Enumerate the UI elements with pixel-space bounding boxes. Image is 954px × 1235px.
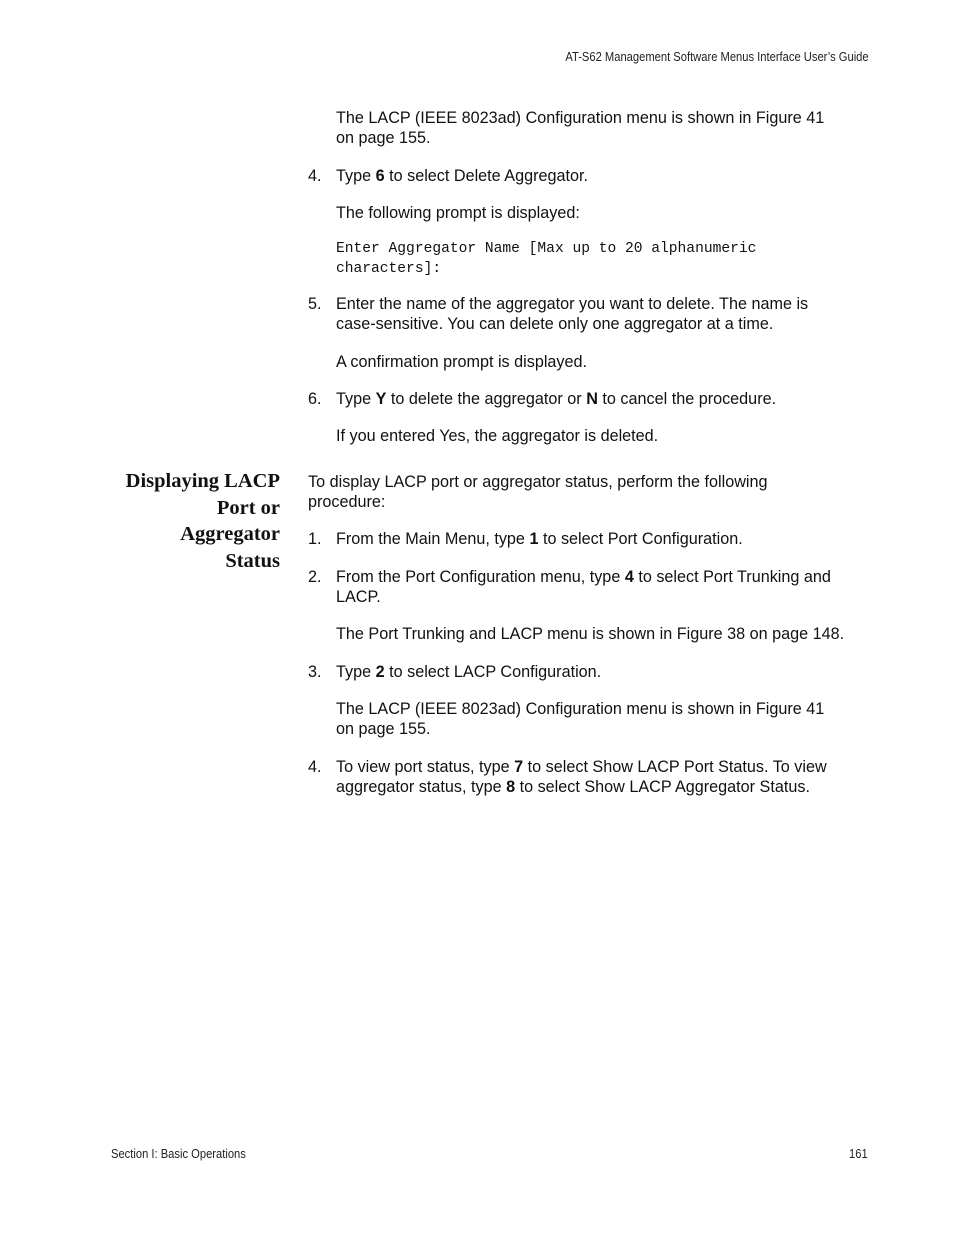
heading-line: Port or <box>216 496 280 519</box>
step-number: 4. <box>308 167 322 185</box>
step-4-show-status <box>336 757 827 797</box>
key-value: N <box>586 390 598 408</box>
step-number: 3. <box>308 663 322 681</box>
step-note: If you entered Yes, the aggregator is deleted. <box>336 427 659 445</box>
text-line: Enter the name of the aggregator you want to delete. The name is <box>336 295 809 313</box>
key-value: 1 <box>529 530 539 548</box>
prompt-code-block <box>336 239 756 279</box>
text: to cancel the procedure. <box>597 390 777 408</box>
page-number: 161 <box>849 1146 868 1161</box>
key-value: Y <box>375 390 387 408</box>
text-line: case-sensitive. You can delete only one aggregator at a time. <box>336 315 774 333</box>
text: Type <box>336 167 376 185</box>
key-value: 7 <box>514 758 524 776</box>
step-note <box>336 699 824 739</box>
key-value: 2 <box>375 663 385 681</box>
text: to select LACP Configuration. <box>384 663 602 681</box>
step-number: 6. <box>308 390 322 408</box>
text: aggregator status, type <box>336 778 507 796</box>
footer-section: Section I: Basic Operations <box>111 1146 246 1161</box>
step-2-port-config <box>336 567 831 607</box>
step-4-delete-aggregator <box>336 166 588 186</box>
code-line: Enter Aggregator Name [Max up to 20 alphanumeric <box>336 241 757 257</box>
step-note: A confirmation prompt is displayed. <box>336 353 588 371</box>
heading-line: Aggregator <box>180 523 280 545</box>
section-intro <box>308 472 768 512</box>
step-note: The following prompt is displayed: <box>336 204 580 222</box>
text-line <box>336 777 827 797</box>
step-number: 1. <box>308 530 322 548</box>
text: to select Show LACP Aggregator Status. <box>515 778 810 796</box>
key-value: 6 <box>375 167 385 185</box>
text-line: To display LACP port or aggregator status, perform the following <box>308 473 768 491</box>
text: to select Port Configuration. <box>538 530 743 548</box>
step-5-enter-name <box>336 294 808 334</box>
text: Type <box>336 663 376 681</box>
text-line: on page 155. <box>336 720 431 738</box>
step-number: 5. <box>308 295 322 313</box>
step-1-main-menu <box>336 529 743 549</box>
text: to delete the aggregator or <box>386 390 587 408</box>
text-line: LACP. <box>336 588 381 606</box>
text: to select Delete Aggregator. <box>384 167 588 185</box>
heading-line: Displaying LACP <box>125 470 280 492</box>
step-3-lacp-config <box>336 662 601 682</box>
running-header: AT-S62 Management Software Menus Interface User’s Guide <box>565 49 869 64</box>
heading-line: Status <box>225 549 280 572</box>
text-line: on page 155. <box>336 129 431 147</box>
step-6-confirm <box>336 389 776 409</box>
section-heading <box>126 468 280 574</box>
key-value: 8 <box>506 778 516 796</box>
text: From the Main Menu, type <box>336 530 530 548</box>
text-line: procedure: <box>308 493 386 511</box>
text: To view port status, type <box>336 758 515 776</box>
text: to select Port Trunking and <box>633 568 831 586</box>
intro-paragraph <box>336 108 824 148</box>
text: Type <box>336 390 376 408</box>
text: From the Port Configuration menu, type <box>336 568 625 586</box>
code-line: characters]: <box>336 261 442 277</box>
text-line <box>336 567 831 587</box>
step-number: 4. <box>308 758 322 776</box>
step-number: 2. <box>308 568 322 586</box>
text-line: The LACP (IEEE 8023ad) Configuration menu is shown in Figure 41 <box>336 109 825 127</box>
step-note: The Port Trunking and LACP menu is shown in Figure 38 on page 148. <box>336 625 845 643</box>
text: to select Show LACP Port Status. To view <box>523 758 827 776</box>
text-line: The LACP (IEEE 8023ad) Configuration menu is shown in Figure 41 <box>336 700 825 718</box>
text-line <box>336 757 827 777</box>
key-value: 4 <box>624 568 634 586</box>
